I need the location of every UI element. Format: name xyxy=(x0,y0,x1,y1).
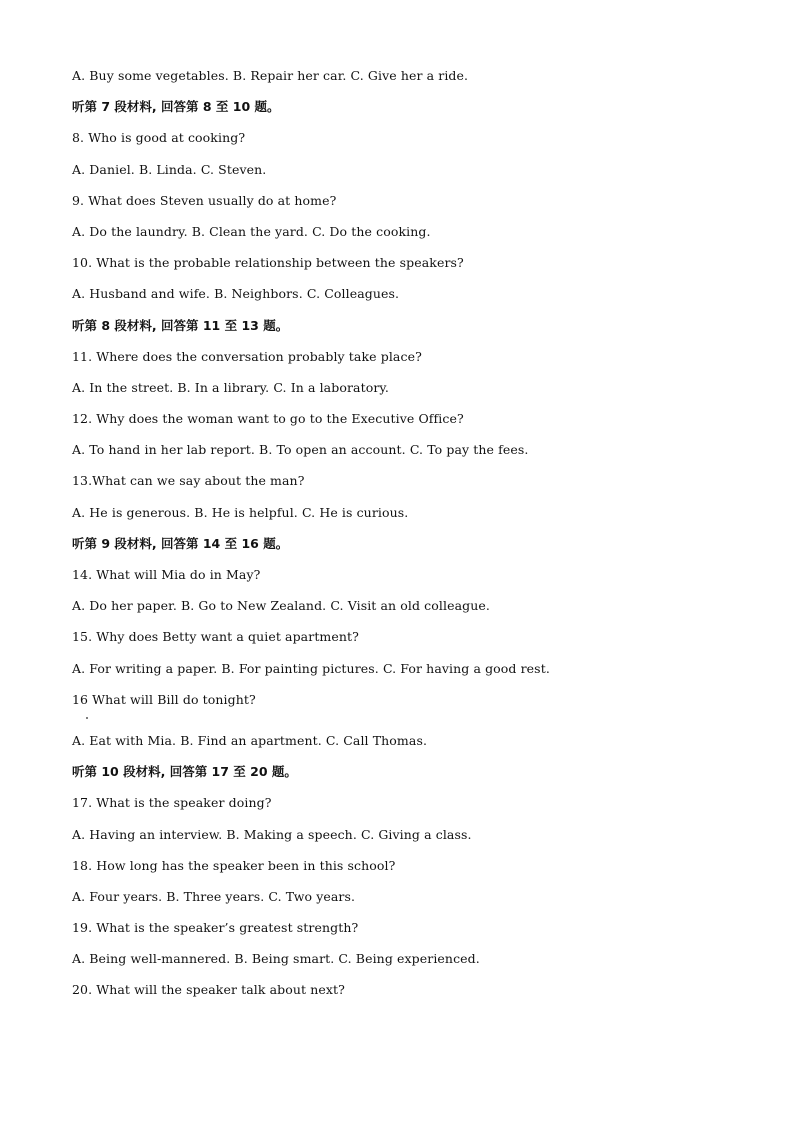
option-line: A. Daniel. B. Linda. C. Steven. xyxy=(72,161,267,177)
question-line: 16 What will Bill do tonight? xyxy=(72,691,256,707)
option-line: A. Having an interview. B. Making a speech. C. Giving a class. xyxy=(72,826,472,842)
stray-dot-mark xyxy=(86,717,88,719)
option-line: A. Do the laundry. B. Clean the yard. C. Do the cooking. xyxy=(72,223,431,239)
question-line: 20. What will the speaker talk about next? xyxy=(72,982,345,998)
option-line: A. Husband and wife. B. Neighbors. C. Colleagues. xyxy=(72,286,400,302)
question-line: 18. How long has the speaker been in this school? xyxy=(72,857,396,873)
option-line: A. To hand in her lab report. B. To open an account. C. To pay the fees. xyxy=(72,442,529,458)
question-line: 11. Where does the conversation probably take place? xyxy=(72,348,422,364)
question-line: 8. Who is good at cooking? xyxy=(72,130,246,146)
option-line: A. Being well-mannered. B. Being smart. C. Being experienced. xyxy=(72,951,480,967)
section-heading: 听第 7 段材料, 回答第 8 至 10 题。 xyxy=(72,99,280,115)
question-line: 17. What is the speaker doing? xyxy=(72,795,272,811)
question-line: 10. What is the probable relationship between the speakers? xyxy=(72,255,464,271)
blank-gap xyxy=(72,721,752,731)
option-line: A. In the street. B. In a library. C. In a laboratory. xyxy=(72,379,389,395)
option-line: A. For writing a paper. B. For painting pictures. C. For having a good rest. xyxy=(72,660,550,676)
option-line: A. He is generous. B. He is helpful. C. He is curious. xyxy=(72,504,409,520)
section-heading: 听第 8 段材料, 回答第 11 至 13 题。 xyxy=(72,317,289,333)
question-line: 19. What is the speaker’s greatest strength? xyxy=(72,920,359,936)
option-line: A. Buy some vegetables. B. Repair her car. C. Give her a ride. xyxy=(72,68,469,83)
section-heading: 听第 9 段材料, 回答第 14 至 16 题。 xyxy=(72,535,289,551)
option-line: A. Do her paper. B. Go to New Zealand. C. Visit an old colleague. xyxy=(72,598,490,614)
question-line: 9. What does Steven usually do at home? xyxy=(72,192,337,208)
option-line: A. Eat with Mia. B. Find an apartment. C. Call Thomas. xyxy=(72,732,428,748)
question-line: 13.What can we say about the man? xyxy=(72,473,305,489)
option-line: A. Four years. B. Three years. C. Two years. xyxy=(72,888,356,904)
question-line: 14. What will Mia do in May? xyxy=(72,567,261,582)
exam-text xyxy=(72,66,752,1012)
question-line: 15. Why does Betty want a quiet apartment? xyxy=(72,629,359,645)
question-line: 12. Why does the woman want to go to the Executive Office? xyxy=(72,411,464,427)
section-heading: 听第 10 段材料, 回答第 17 至 20 题。 xyxy=(72,764,297,780)
